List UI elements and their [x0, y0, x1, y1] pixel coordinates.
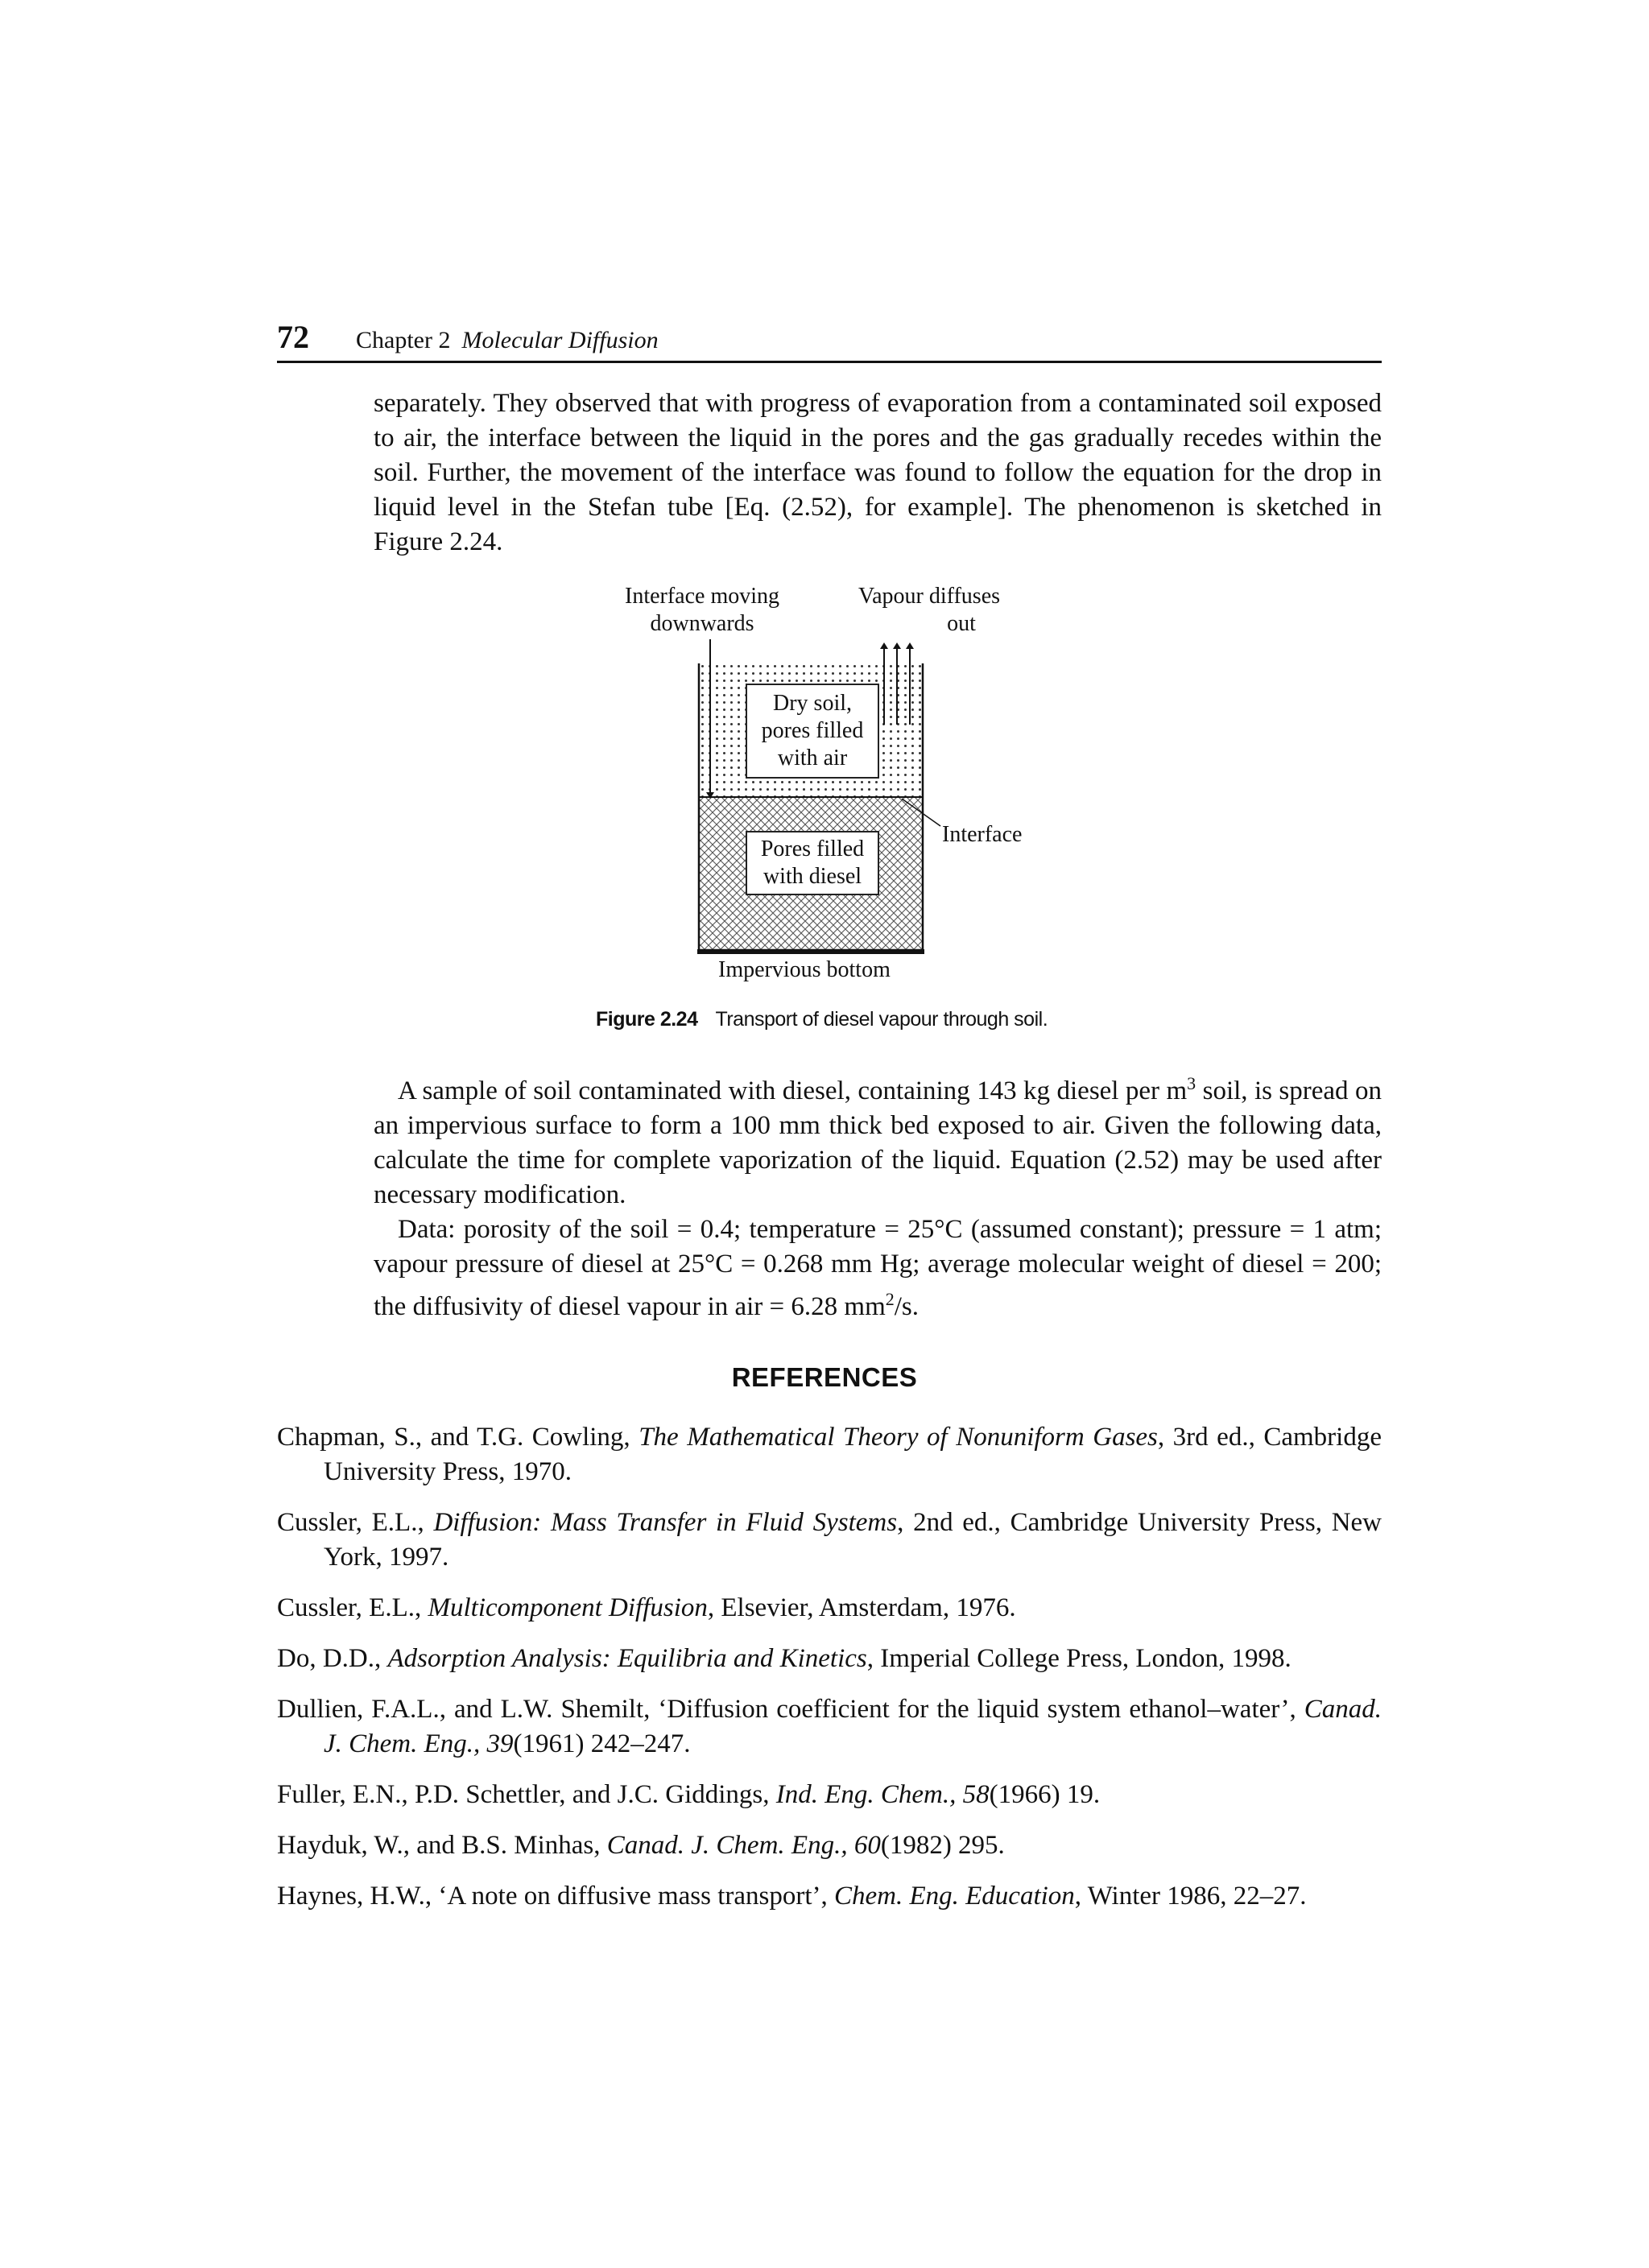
intro-paragraph-block — [374, 386, 1382, 560]
reference-item: Fuller, E.N., P.D. Schettler, and J.C. Giddings, Ind. Eng. Chem., 58(1966) 19. — [277, 1780, 1101, 1809]
intro-paragraph: separately. They observed that with progress of evaporation from a contaminated soil exposed to air, the interface between the liquid in the pores and the gas gradually recedes within the soil. Further, the movement of the interface was found to follow the equation for the drop in liquid level in the Stefan tube [Eq. (2.52), for example]. The phenomenon is sketched in Figure 2.24. — [374, 389, 1382, 556]
problem-block — [374, 1066, 1382, 1324]
interface-moving-label: Interface moving downwards — [625, 584, 780, 636]
figure-caption — [596, 1008, 1048, 1031]
diesel-pores-box: Pores filled with diesel — [746, 831, 879, 895]
reference-item: Chapman, S., and T.G. Cowling, The Mathematical Theory of Nonuniform Gases, 3rd ed., Cambridge University Press, 1970. — [277, 1423, 1382, 1486]
chapter-label: Chapter 2 — [356, 327, 451, 353]
reference-item: Hayduk, W., and B.S. Minhas, Canad. J. Chem. Eng., 60(1982) 295. — [277, 1831, 1005, 1860]
section-title: Molecular Diffusion — [461, 327, 659, 353]
running-header — [277, 319, 1382, 363]
reference-item: Dullien, F.A.L., and L.W. Shemilt, ‘Diffusion coefficient for the liquid system ethanol–water’, Canad. J. Chem. Eng., 39(1961) 242–247. — [277, 1695, 1382, 1758]
figure-caption-number: Figure 2.24 — [596, 1008, 698, 1031]
impervious-bottom-label: Impervious bottom — [718, 957, 891, 982]
reference-item: Cussler, E.L., Diffusion: Mass Transfer in Fluid Systems, 2nd ed., Cambridge University Press, New York, 1997. — [277, 1508, 1382, 1572]
running-head — [356, 327, 659, 354]
soil-diagram — [612, 583, 1063, 994]
figure-2-24 — [612, 583, 1063, 994]
vapour-diffuses-label: Vapour diffuses out — [858, 584, 1001, 636]
page-number: 72 — [277, 319, 309, 355]
references-list — [277, 1420, 1382, 1930]
interface-label: Interface — [942, 822, 1023, 847]
references-heading: REFERENCES — [731, 1362, 918, 1392]
problem-paragraph: A sample of soil contaminated with diesel, containing 143 kg diesel per $m^3$ soil, is spread on an impervious surface to form a 100 mm thick bed exposed to air. Given the following data, calculate the time for complete vaporization of the liquid. Equation (2.52) may be used after necessary modification. — [374, 1073, 1382, 1209]
reference-item: Cussler, E.L., Multicomponent Diffusion, Elsevier, Amsterdam, 1976. — [277, 1593, 1016, 1622]
data-paragraph: Data: porosity of the soil = 0.4; temperature = 25°C (assumed constant); pressure = 1 atm; vapour pressure of diesel at 25°C = 0.268 mm Hg; average molecular weight of diesel = 200; the diffusivity of diesel vapour in air = 6.28 $mm^2/s$. — [374, 1215, 1382, 1321]
dry-soil-box: Dry soil, pores filled with air — [746, 684, 879, 779]
figure-caption-text: Transport of diesel vapour through soil. — [715, 1008, 1048, 1031]
reference-item: Do, D.D., Adsorption Analysis: Equilibria and Kinetics, Imperial College Press, London, 1998. — [277, 1644, 1292, 1673]
reference-item: Haynes, H.W., ‘A note on diffusive mass transport’, Chem. Eng. Education, Winter 1986, 22–27. — [277, 1882, 1307, 1911]
